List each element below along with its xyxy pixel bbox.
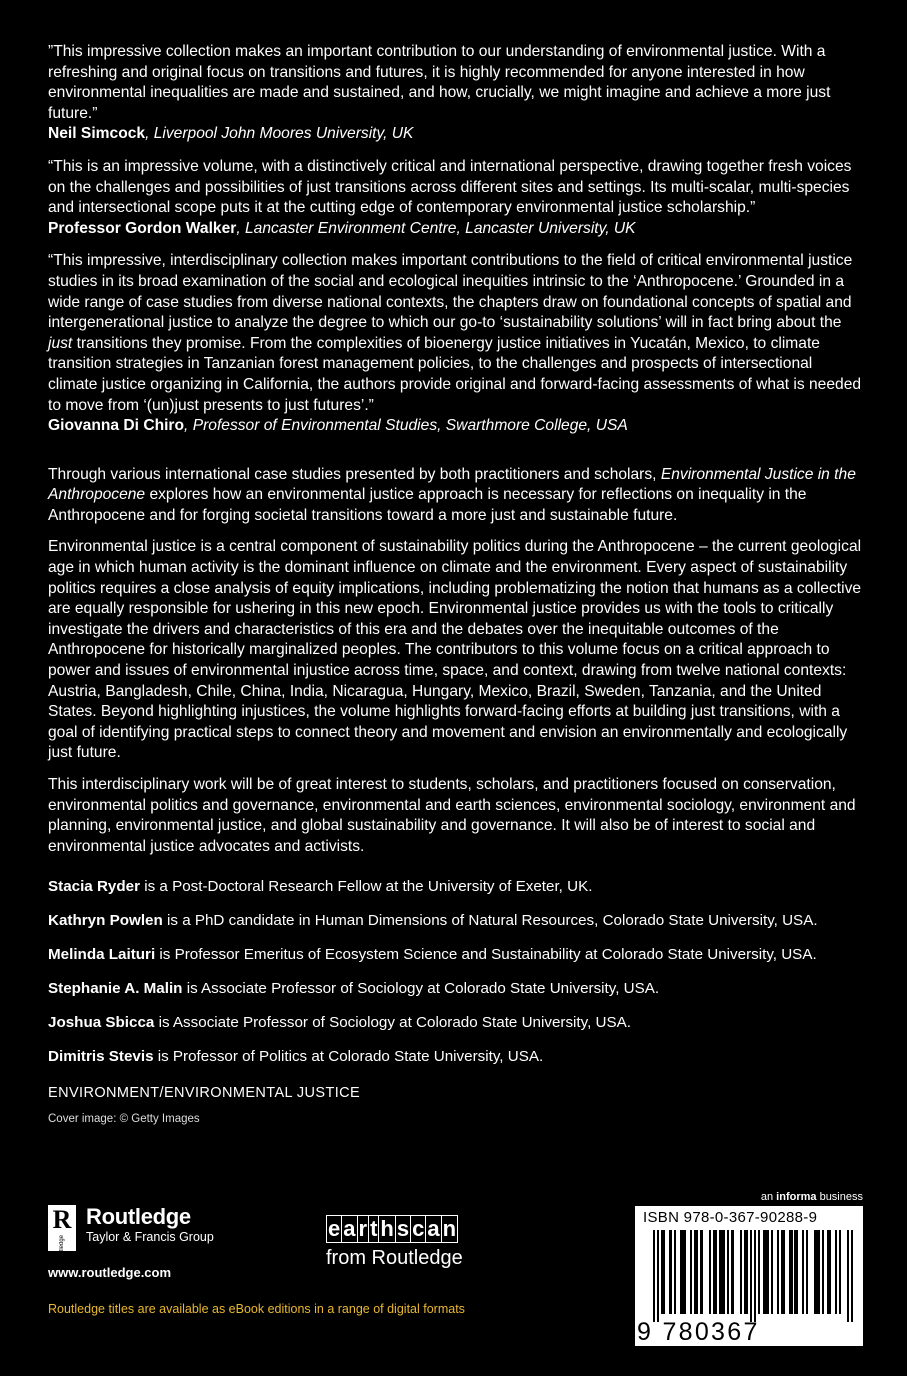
editor-bio-text: is Associate Professor of Sociology at Colorado State University, USA. [182, 980, 660, 998]
editor-bio-text: is Associate Professor of Sociology at Colorado State University, USA. [154, 1014, 632, 1032]
editor-name: Melinda Laituri [48, 946, 156, 964]
logo-vertical-text: Routledge [59, 1235, 65, 1263]
description-paragraph-1 [48, 465, 863, 527]
description-text: explores how an environmental justice approach is necessary for reflections on inequality in the Anthropocene and for forging societal transitions toward a more just and sustainable future. [48, 486, 807, 524]
endorsement-1 [48, 42, 863, 145]
routledge-logo [48, 1204, 214, 1263]
endorsement-3 [48, 251, 863, 436]
endorsement-attribution [48, 416, 863, 437]
routledge-r-logo-icon [48, 1205, 76, 1263]
endorsement-2 [48, 157, 863, 239]
barcode-icon [635, 1206, 863, 1375]
endorser-name: Neil Simcock [48, 125, 146, 143]
endorser-affiliation: , Liverpool John Moores University, UK [145, 125, 414, 143]
logo-letter: R [52, 1205, 72, 1234]
endorsement-attribution [48, 219, 863, 240]
description-paragraph-2: Environmental justice is a central component of sustainability politics during the Anthropocene – the current geological age in which human activity is the dominant influence on climate and the environment. Every aspect of sustainability politics requires a close analysis of equity implications, including problematizing the notion that humans as a collective are equally responsible for ushering in this new epoch. Environmental justice provides us with the tools to critically investigate the drivers and characteristics of this era and the debates over the inequitable outcomes of the Anthropocene for historically marginalized peoples. The contributors to this volume focus on a critical approach to power and issues of environmental injustice across time, space, and context, drawing from twelve national contexts: Austria, Bangladesh, Chile, China, India, Nicaragua, Hungary, Mexico, Brazil, Sweden, Tanzania, and the United States. Beyond highlighting injustices, the volume highlights forward-facing efforts at building just transitions, with a goal of identifying practical steps to connect theory and movement and envision an environmentally and ecologically just future. [48, 538, 862, 762]
editor-name: Stacia Ryder [48, 878, 141, 896]
endorser-affiliation: , Lancaster Environment Centre, Lancaster University, UK [236, 219, 636, 237]
footer [48, 1191, 863, 1375]
editor-bio-text: is a Post-Doctoral Research Fellow at the University of Exeter, UK. [140, 878, 593, 896]
editor-name: Stephanie A. Malin [48, 980, 183, 998]
editor-name: Joshua Sbicca [48, 1014, 155, 1032]
book-title: Environmental Justice in the Anthropocene [48, 465, 856, 504]
editor-name: Dimitris Stevis [48, 1048, 154, 1066]
editor-bio [48, 945, 863, 965]
editor-bio [48, 1047, 863, 1067]
endorser-name: Professor Gordon Walker [48, 219, 237, 237]
endorser-name: Giovanna Di Chiro [48, 417, 185, 435]
barcode-bars [653, 1230, 853, 1322]
endorsement-quote: ”This impressive collection makes an important contribution to our understanding of environmental justice. With a refreshing and original focus on transitions and futures, it is highly recommended for anyone interested in how environmental inequalities are made and sustained, and how, crucially, we might imagine and achieve a more just future.” [48, 43, 831, 122]
barcode-bar [851, 1230, 853, 1322]
quote-text: “This impressive, interdisciplinary collection makes important contributions to the field of critical environmental justice studies in its broad examination of the social and ecological inequities intrinsic to the ‘Anthropocene.’ Grounded in a wide range of case studies from diverse national contexts, the chapters draw on foundational concepts of spatial and intergenerational justice to analyze the degree to which our go-to ‘sustainability solutions’ will in fact bring about the [48, 252, 853, 332]
editor-bio [48, 1013, 863, 1033]
publisher-website[interactable]: www.routledge.com [48, 1265, 172, 1280]
editor-bio [48, 877, 863, 897]
subject-category: ENVIRONMENT/ENVIRONMENTAL JUSTICE [48, 1085, 361, 1102]
editor-bios [48, 877, 863, 1067]
description-text: Through various international case studies presented by both practitioners and scholars, [48, 465, 661, 483]
editor-bio [48, 979, 863, 999]
editor-bio-text: is a PhD candidate in Human Dimensions of Natural Resources, Colorado State University, USA. [162, 912, 818, 930]
editor-bio-text: is Professor of Politics at Colorado State University, USA. [153, 1048, 544, 1066]
ebook-note: Routledge titles are available as eBook editions in a range of digital formats [48, 1302, 465, 1316]
quote-text: transitions they promise. From the complexities of bioenergy justice initiatives in Yucatán, Mexico, to climate transition strategies in Tanzanian forest management policies, to the challenges and prospects of intersectional climate justice organizing in California, the authors provide original and forward-facing assessments of what is needed to move from ‘(un)just presents to just futures’.” [48, 334, 862, 414]
quote-emphasis: just [48, 334, 73, 352]
earthscan-wordmark: e a r t h s c a n [328, 1216, 457, 1241]
earthscan-logo [326, 1215, 463, 1271]
publisher-name: Routledge [86, 1204, 191, 1229]
editor-bio [48, 911, 863, 931]
publisher-wordmark [86, 1205, 214, 1245]
isbn: ISBN 978-0-367-90288-9 [643, 1209, 818, 1226]
endorser-affiliation: , Professor of Environmental Studies, Swarthmore College, USA [184, 417, 628, 435]
endorsement-quote [48, 251, 863, 416]
cover-image-credit: Cover image: © Getty Images [48, 1113, 200, 1126]
editor-name: Kathryn Powlen [48, 912, 163, 930]
informa-tagline: an informa business [760, 1191, 863, 1203]
endorsement-quote: “This is an impressive volume, with a distinctively critical and international perspective, drawing together fresh voices on the challenges and possibilities of just transitions across different sites and settings. Its multi-scalar, multi-species and intersectional scope puts it at the cutting edge of contemporary environmental justice scholarship.” [48, 157, 852, 217]
imprint-from: from Routledge [326, 1247, 463, 1269]
publisher-group: Taylor & Francis Group [86, 1230, 214, 1244]
endorsement-attribution [48, 124, 863, 145]
back-cover-text [48, 42, 863, 1125]
description-paragraph-3: This interdisciplinary work will be of great interest to students, scholars, and practitioners focused on conservation, environmental politics and governance, environmental and earth sciences, environmental sociology, environment and planning, environmental justice, and global sustainability and governance. It will also be of interest to social and environmental justice advocates and activists. [48, 776, 856, 855]
ean-digits: 9 780367 902889 [637, 1318, 760, 1375]
editor-bio-text: is Professor Emeritus of Ecosystem Science and Sustainability at Colorado State University, USA. [155, 946, 817, 964]
barcode-area [635, 1191, 863, 1375]
